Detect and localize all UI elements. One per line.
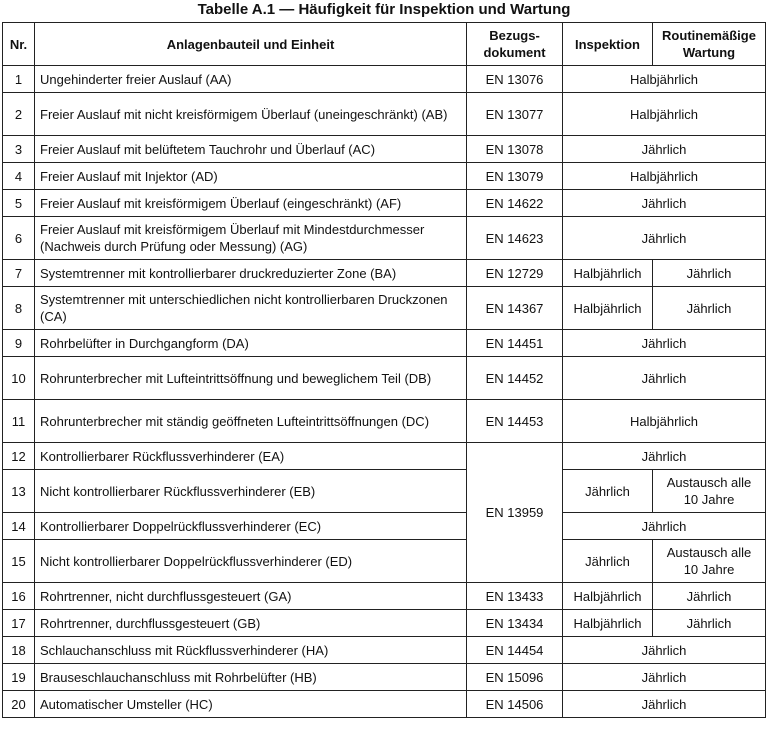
row-maintenance: Jährlich [653,260,766,287]
header-row [3,23,766,66]
row-inspection: Halbjährlich [563,610,653,637]
table-row [3,190,766,217]
row-frequency: Jährlich [563,357,766,400]
table-row [3,287,766,330]
row-nr: 16 [3,583,35,610]
row-inspection: Halbjährlich [563,583,653,610]
row-reference: EN 14451 [467,330,563,357]
row-component: Freier Auslauf mit Injektor (AD) [35,163,467,190]
row-nr: 4 [3,163,35,190]
frequency-table [2,22,766,718]
row-component: Systemtrenner mit unterschiedlichen nicht kontrollierbaren Druckzonen (CA) [35,287,467,330]
row-nr: 17 [3,610,35,637]
row-frequency: Jährlich [563,513,766,540]
row-frequency: Jährlich [563,190,766,217]
table-row [3,357,766,400]
row-component: Nicht kontrollierbarer Doppelrückflussverhinderer (ED) [35,540,467,583]
header-nr: Nr. [3,23,35,66]
row-frequency: Jährlich [563,136,766,163]
row-maintenance: Jährlich [653,610,766,637]
row-component: Rohrunterbrecher mit Lufteintrittsöffnung und beweglichem Teil (DB) [35,357,467,400]
row-reference-group: EN 13959 [467,443,563,583]
row-reference: EN 15096 [467,664,563,691]
row-reference: EN 13076 [467,66,563,93]
table-row [3,513,766,540]
row-reference: EN 13078 [467,136,563,163]
header-component: Anlagenbauteil und Einheit [35,23,467,66]
row-nr: 1 [3,66,35,93]
row-component: Kontrollierbarer Rückflussverhinderer (EA) [35,443,467,470]
row-reference: EN 14452 [467,357,563,400]
row-nr: 19 [3,664,35,691]
table-row [3,583,766,610]
row-reference: EN 14453 [467,400,563,443]
row-nr: 18 [3,637,35,664]
row-component: Schlauchanschluss mit Rückflussverhinderer (HA) [35,637,467,664]
row-reference: EN 13077 [467,93,563,136]
row-nr: 13 [3,470,35,513]
row-reference: EN 13433 [467,583,563,610]
row-frequency: Halbjährlich [563,93,766,136]
row-frequency: Halbjährlich [563,400,766,443]
table-row [3,443,766,470]
table-row [3,260,766,287]
row-frequency: Halbjährlich [563,66,766,93]
table-row [3,163,766,190]
row-nr: 20 [3,691,35,718]
row-frequency: Jährlich [563,330,766,357]
row-component: Freier Auslauf mit nicht kreisförmigem Überlauf (uneingeschränkt) (AB) [35,93,467,136]
row-inspection: Halbjährlich [563,260,653,287]
row-reference: EN 12729 [467,260,563,287]
row-nr: 3 [3,136,35,163]
header-reference: Bezugs-dokument [467,23,563,66]
row-frequency: Halbjährlich [563,163,766,190]
row-component: Freier Auslauf mit belüftetem Tauchrohr und Überlauf (AC) [35,136,467,163]
row-component: Nicht kontrollierbarer Rückflussverhinderer (EB) [35,470,467,513]
row-reference: EN 14623 [467,217,563,260]
row-nr: 12 [3,443,35,470]
row-reference: EN 13434 [467,610,563,637]
table-row [3,664,766,691]
row-nr: 2 [3,93,35,136]
row-maintenance: Jährlich [653,287,766,330]
row-nr: 15 [3,540,35,583]
row-frequency: Jährlich [563,443,766,470]
row-component: Automatischer Umsteller (HC) [35,691,467,718]
table-row [3,136,766,163]
header-inspection: Inspektion [563,23,653,66]
row-frequency: Jährlich [563,637,766,664]
table-row [3,217,766,260]
row-component: Freier Auslauf mit kreisförmigem Überlauf (eingeschränkt) (AF) [35,190,467,217]
row-component: Ungehinderter freier Auslauf (AA) [35,66,467,93]
row-nr: 5 [3,190,35,217]
table-row [3,637,766,664]
row-nr: 7 [3,260,35,287]
row-nr: 9 [3,330,35,357]
row-component: Rohrbelüfter in Durchgangform (DA) [35,330,467,357]
table-row [3,610,766,637]
row-component: Freier Auslauf mit kreisförmigem Überlauf mit Mindestdurchmesser (Nachweis durch Prüfung oder Messung) (AG) [35,217,467,260]
row-maintenance: Jährlich [653,583,766,610]
table-row [3,691,766,718]
row-reference: EN 14622 [467,190,563,217]
table-row [3,540,766,583]
row-frequency: Jährlich [563,664,766,691]
table-row [3,470,766,513]
table-row [3,66,766,93]
row-nr: 14 [3,513,35,540]
table-row [3,93,766,136]
row-inspection: Jährlich [563,470,653,513]
row-frequency: Jährlich [563,691,766,718]
row-reference: EN 14454 [467,637,563,664]
row-reference: EN 13079 [467,163,563,190]
row-maintenance: Austausch alle 10 Jahre [653,540,766,583]
row-reference: EN 14367 [467,287,563,330]
row-component: Kontrollierbarer Doppelrückflussverhinderer (EC) [35,513,467,540]
row-component: Rohrunterbrecher mit ständig geöffneten Lufteintrittsöffnungen (DC) [35,400,467,443]
row-nr: 6 [3,217,35,260]
row-nr: 11 [3,400,35,443]
row-frequency: Jährlich [563,217,766,260]
table-row [3,330,766,357]
row-component: Rohrtrenner, nicht durchflussgesteuert (GA) [35,583,467,610]
row-component: Rohrtrenner, durchflussgesteuert (GB) [35,610,467,637]
header-maintenance: Routinemäßige Wartung [653,23,766,66]
row-nr: 8 [3,287,35,330]
table-row [3,400,766,443]
row-inspection: Halbjährlich [563,287,653,330]
row-nr: 10 [3,357,35,400]
row-component: Brauseschlauchanschluss mit Rohrbelüfter (HB) [35,664,467,691]
row-reference: EN 14506 [467,691,563,718]
table-title: Tabelle A.1 — Häufigkeit für Inspektion und Wartung [197,1,571,18]
row-maintenance: Austausch alle 10 Jahre [653,470,766,513]
row-inspection: Jährlich [563,540,653,583]
row-component: Systemtrenner mit kontrollierbarer druckreduzierter Zone (BA) [35,260,467,287]
